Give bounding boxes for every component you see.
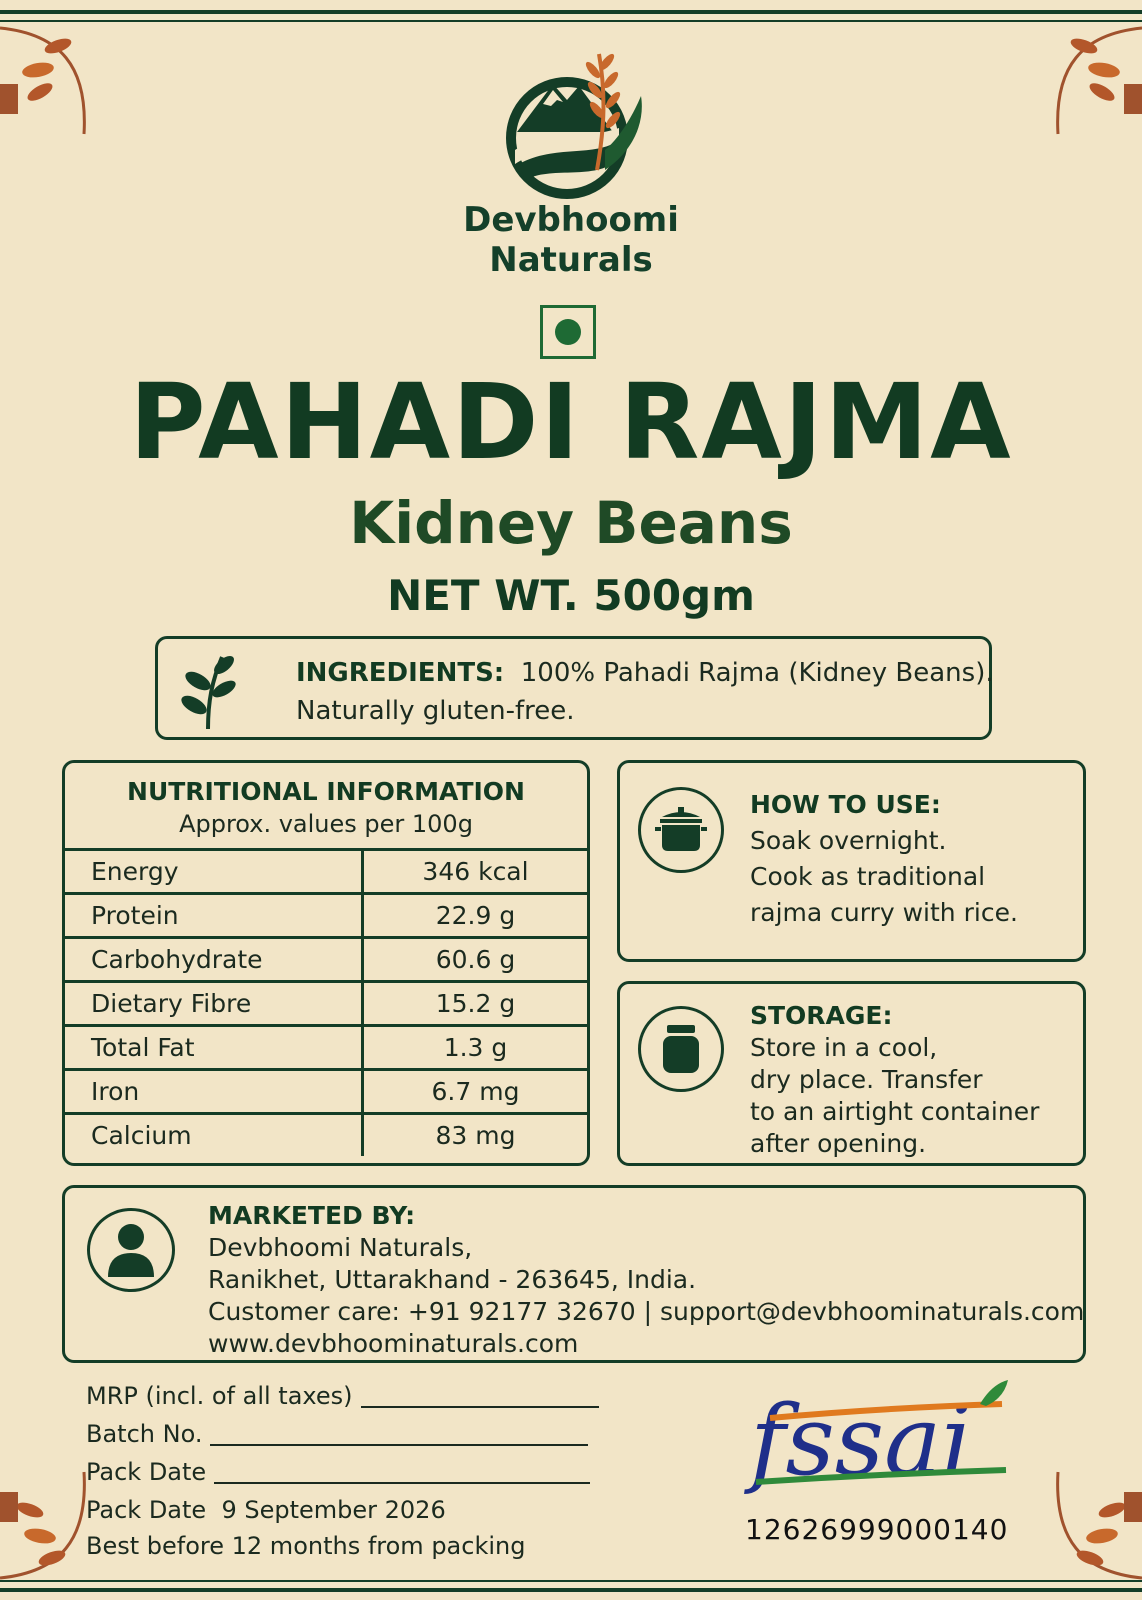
nutrient-name: Energy — [65, 850, 363, 894]
storage-box — [617, 981, 1086, 1166]
marketed-by-text — [208, 1200, 1084, 1360]
marketer-name: Devbhoomi Naturals, — [208, 1233, 473, 1262]
storage-text — [750, 1000, 1039, 1160]
ingredients-note: Naturally gluten-free. — [296, 696, 575, 726]
pack-date-row — [86, 1494, 446, 1526]
how-to-use-line: Cook as traditional — [750, 862, 986, 891]
ingredients-text: 100% Pahadi Rajma (Kidney Beans). — [520, 658, 994, 688]
corner-ornament-top-right — [1052, 26, 1142, 136]
jar-icon — [638, 1006, 724, 1092]
pack-date-blank — [214, 1462, 590, 1484]
corner-ornament-bottom-left — [0, 1470, 90, 1580]
nutrition-subtitle: Approx. values per 100g — [179, 810, 473, 838]
marketed-by-heading: MARKETED BY: — [208, 1201, 416, 1230]
nutrient-value: 6.7 mg — [363, 1070, 588, 1114]
ingredients-box — [155, 636, 992, 740]
batch-label: Batch No. — [86, 1420, 203, 1448]
nutrient-name: Dietary Fibre — [65, 982, 363, 1026]
table-row — [65, 982, 587, 1026]
website: www.devbhoominaturals.com — [208, 1329, 579, 1358]
table-row — [65, 938, 587, 982]
nutrient-name: Total Fat — [65, 1026, 363, 1070]
veg-symbol-icon — [540, 305, 596, 359]
table-row — [65, 894, 587, 938]
brand-name-line1: Devbhoomi — [463, 200, 679, 240]
marketer-address: Ranikhet, Uttarakhand - 263645, India. — [208, 1265, 697, 1294]
ingredients-line — [296, 657, 994, 689]
mrp-blank — [361, 1386, 599, 1408]
nutrient-value: 15.2 g — [363, 982, 588, 1026]
nutrient-name: Calcium — [65, 1114, 363, 1157]
nutrient-value: 22.9 g — [363, 894, 588, 938]
nutrition-table — [65, 848, 587, 1156]
table-row — [65, 1026, 587, 1070]
nutrient-value: 1.3 g — [363, 1026, 588, 1070]
fssai-logo-text: fssai — [750, 1385, 972, 1497]
nutrition-title: NUTRITIONAL INFORMATION — [127, 777, 525, 806]
customer-care: Customer care: +91 92177 32670 | support@devbhoominaturals.com — [208, 1297, 1085, 1326]
mrp-label: MRP (incl. of all taxes) — [86, 1382, 353, 1410]
marketed-by-box — [62, 1185, 1086, 1363]
net-weight: NET WT. 500gm — [387, 571, 755, 620]
nutrient-name: Protein — [65, 894, 363, 938]
storage-heading: STORAGE: — [750, 1001, 893, 1030]
best-before: Best before 12 months from packing — [86, 1532, 526, 1560]
storage-line: dry place. Transfer — [750, 1065, 983, 1094]
bottom-border — [0, 1580, 1142, 1592]
batch-blank — [210, 1424, 588, 1446]
storage-line: Store in a cool, — [750, 1033, 938, 1062]
corner-ornament-top-left — [0, 26, 90, 136]
how-to-use-text — [750, 787, 1018, 931]
pack-date-label: Pack Date — [86, 1496, 207, 1524]
product-name: PAHADI RAJMA — [129, 361, 1013, 483]
brand-logo-icon — [495, 40, 655, 200]
mrp-row — [86, 1380, 599, 1412]
table-row — [65, 1114, 587, 1157]
storage-line: to an airtight container — [750, 1097, 1040, 1126]
nutrient-value: 83 mg — [363, 1114, 588, 1157]
nutrient-value: 60.6 g — [363, 938, 588, 982]
nutrient-name: Iron — [65, 1070, 363, 1114]
ingredients-label: INGREDIENTS: — [296, 658, 505, 688]
nutrition-table-box — [62, 760, 590, 1166]
how-to-use-box — [617, 760, 1086, 962]
storage-line: after opening. — [750, 1129, 927, 1158]
cooking-pot-icon — [638, 787, 724, 873]
nutrient-name: Carbohydrate — [65, 938, 363, 982]
pack-date-blank-label: Pack Date — [86, 1458, 207, 1486]
batch-row — [86, 1418, 588, 1450]
fssai-license-number: 12626999000140 — [745, 1513, 1009, 1546]
pack-date-value: 9 September 2026 — [221, 1496, 446, 1524]
how-to-use-line: Soak overnight. — [750, 826, 947, 855]
nutrient-value: 346 kcal — [363, 850, 588, 894]
how-to-use-line: rajma curry with rice. — [750, 898, 1018, 927]
product-subtitle: Kidney Beans — [349, 489, 793, 557]
top-border — [0, 10, 1142, 22]
table-row — [65, 1070, 587, 1114]
pack-date-blank-row — [86, 1456, 590, 1488]
fssai-logo — [730, 1378, 1030, 1508]
person-icon — [87, 1208, 175, 1292]
table-row — [65, 850, 587, 894]
leaf-icon — [178, 651, 238, 731]
how-to-use-heading: HOW TO USE: — [750, 790, 941, 819]
corner-ornament-bottom-right — [1052, 1470, 1142, 1580]
brand-name-line2: Naturals — [489, 240, 653, 280]
